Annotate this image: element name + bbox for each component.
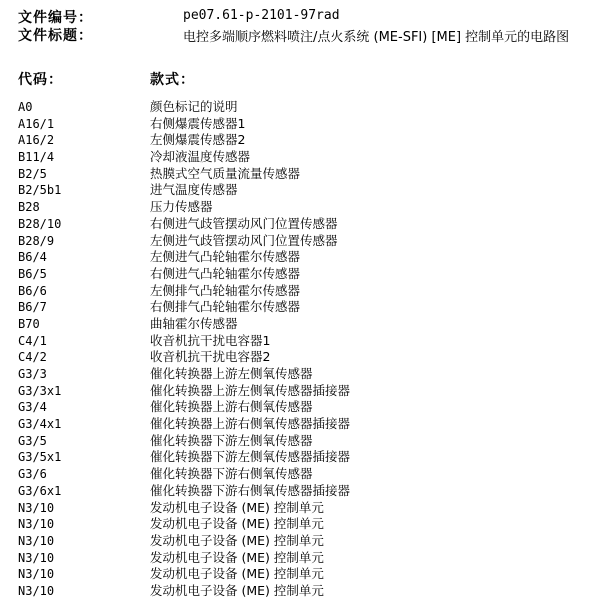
component-description: 收音机抗干扰电容器2 xyxy=(150,349,271,365)
component-code: G3/6 xyxy=(18,467,47,482)
component-description: 催化转换器下游右侧氧传感器插接器 xyxy=(150,482,351,498)
component-description: 发动机电子设备 (ME) 控制单元 xyxy=(150,532,324,548)
list-item xyxy=(0,366,601,383)
component-code: B70 xyxy=(18,316,40,331)
list-item xyxy=(0,333,601,350)
component-code: B6/4 xyxy=(18,250,47,265)
component-description: 曲轴霍尔传感器 xyxy=(150,315,238,331)
list-item xyxy=(0,349,601,366)
component-code: N3/10 xyxy=(18,533,55,548)
component-description: 发动机电子设备 (ME) 控制单元 xyxy=(150,549,324,565)
component-code: C4/1 xyxy=(18,333,47,348)
list-item xyxy=(0,166,601,183)
component-description: 冷却液温度传感器 xyxy=(150,149,251,165)
component-description: 催化转换器上游左侧氧传感器插接器 xyxy=(150,382,351,398)
list-item xyxy=(0,416,601,433)
component-description: 发动机电子设备 (ME) 控制单元 xyxy=(150,566,324,582)
list-item xyxy=(0,149,601,166)
list-item xyxy=(0,182,601,199)
component-code: N3/10 xyxy=(18,500,55,515)
component-description: 热膜式空气质量流量传感器 xyxy=(150,165,301,181)
component-code: A0 xyxy=(18,100,33,114)
list-item xyxy=(0,216,601,233)
component-description: 右侧排气凸轮轴霍尔传感器 xyxy=(150,299,301,315)
component-code: B6/7 xyxy=(18,300,47,315)
component-description: 催化转换器下游左侧氧传感器插接器 xyxy=(150,449,351,465)
component-code: G3/6x1 xyxy=(18,483,62,498)
doc-number-value: pe07.61-p-2101-97rad xyxy=(183,8,340,23)
list-item xyxy=(0,249,601,266)
component-code: B28/9 xyxy=(18,233,55,248)
component-list xyxy=(0,99,601,600)
component-description: 左侧爆震传感器2 xyxy=(150,132,246,148)
list-item xyxy=(0,433,601,450)
list-item xyxy=(0,283,601,300)
component-code: N3/10 xyxy=(18,550,55,565)
component-code: B2/5 xyxy=(18,166,47,181)
component-code: G3/4x1 xyxy=(18,417,62,432)
component-description: 进气温度传感器 xyxy=(150,182,238,198)
list-item xyxy=(0,466,601,483)
component-description: 催化转换器上游右侧氧传感器 xyxy=(150,399,313,415)
component-code: N3/10 xyxy=(18,583,55,598)
component-description: 左侧进气歧管摆动风门位置传感器 xyxy=(150,232,338,248)
list-item xyxy=(0,299,601,316)
component-code: B11/4 xyxy=(18,150,55,165)
component-description: 颜色标记的说明 xyxy=(150,99,238,114)
list-item xyxy=(0,132,601,149)
list-item xyxy=(0,399,601,416)
component-code: G3/4 xyxy=(18,400,47,415)
component-description: 左侧排气凸轮轴霍尔传感器 xyxy=(150,282,301,298)
list-item xyxy=(0,199,601,216)
doc-title-value: 电控多端顺序燃料喷注/点火系统 (ME-SFI) [ME] 控制单元的电路图 xyxy=(183,30,570,45)
list-item xyxy=(0,533,601,550)
component-description: 发动机电子设备 (ME) 控制单元 xyxy=(150,582,324,598)
component-code: C4/2 xyxy=(18,350,47,365)
component-description: 发动机电子设备 (ME) 控制单元 xyxy=(150,499,324,515)
component-code: G3/5x1 xyxy=(18,450,62,465)
component-code: G3/3x1 xyxy=(18,383,62,398)
component-description: 催化转换器下游左侧氧传感器 xyxy=(150,432,313,448)
component-code: B28/10 xyxy=(18,216,62,231)
component-description: 催化转换器下游右侧氧传感器 xyxy=(150,466,313,482)
list-item xyxy=(0,566,601,583)
component-description: 右侧爆震传感器1 xyxy=(150,115,246,131)
component-description: 发动机电子设备 (ME) 控制单元 xyxy=(150,516,324,532)
list-item xyxy=(0,266,601,283)
doc-title-label: 文件标题： xyxy=(18,28,93,44)
list-item xyxy=(0,483,601,500)
component-code: G3/3 xyxy=(18,367,47,381)
list-item xyxy=(0,449,601,466)
list-item xyxy=(0,583,601,600)
component-description: 右侧进气歧管摆动风门位置传感器 xyxy=(150,215,338,231)
code-column-header: 代码： xyxy=(18,72,63,88)
list-item xyxy=(0,99,601,116)
component-code: G3/5 xyxy=(18,433,47,448)
component-code: N3/10 xyxy=(18,517,55,532)
component-description: 压力传感器 xyxy=(150,199,213,215)
list-item xyxy=(0,116,601,133)
list-item xyxy=(0,516,601,533)
list-item xyxy=(0,500,601,517)
component-code: B6/5 xyxy=(18,266,47,281)
component-description: 左侧进气凸轮轴霍尔传感器 xyxy=(150,249,301,265)
component-code: A16/1 xyxy=(18,116,55,131)
list-item xyxy=(0,316,601,333)
description-column-header: 款式： xyxy=(150,72,195,88)
component-code: B6/6 xyxy=(18,283,47,298)
doc-number-label: 文件编号： xyxy=(18,10,93,26)
list-item xyxy=(0,550,601,567)
list-item xyxy=(0,383,601,400)
component-code: A16/2 xyxy=(18,133,55,148)
component-description: 收音机抗干扰电容器1 xyxy=(150,332,271,348)
list-item xyxy=(0,233,601,250)
component-code: N3/10 xyxy=(18,567,55,582)
component-description: 催化转换器上游左侧氧传感器 xyxy=(150,366,313,381)
component-description: 催化转换器上游右侧氧传感器插接器 xyxy=(150,416,351,432)
component-code: B2/5b1 xyxy=(18,183,62,198)
component-code: B28 xyxy=(18,200,40,215)
component-description: 右侧进气凸轮轴霍尔传感器 xyxy=(150,265,301,281)
